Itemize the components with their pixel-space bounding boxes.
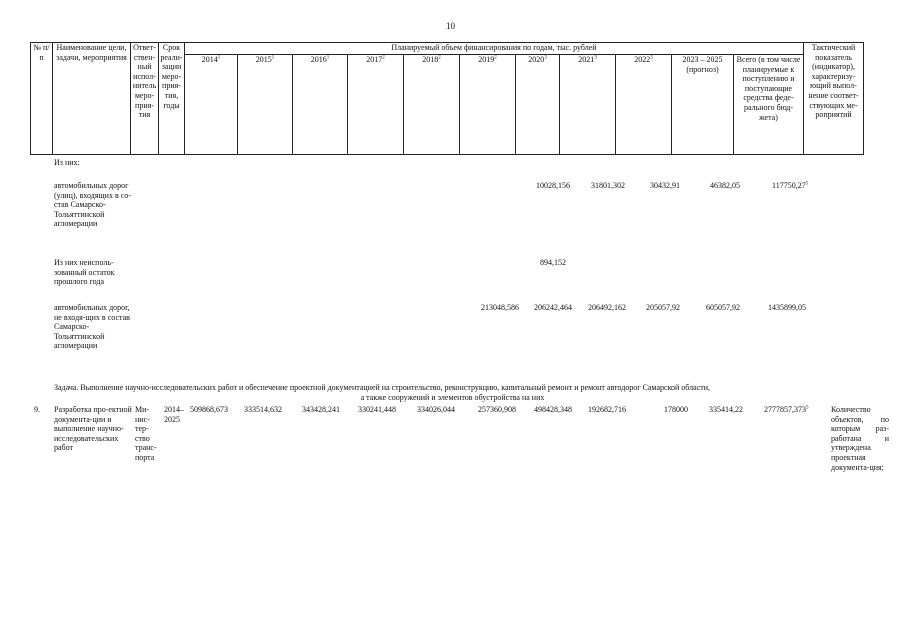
- row9-term: 2014– 2025: [164, 405, 184, 424]
- row9-2018: 334026,044: [417, 405, 455, 414]
- row9-2015: 333514,632: [244, 405, 282, 414]
- row9-name: Разработка про-ектной документа-ции и выполнение научно-исследовательских работ: [54, 405, 132, 453]
- road2-2019: 213048,586: [481, 303, 519, 312]
- row9-2021: 192682,716: [588, 405, 626, 414]
- road1-period: 46382,05: [710, 181, 740, 190]
- year-2022: 2022$^3$: [616, 55, 672, 155]
- road2-2021: 206492,162: [588, 303, 626, 312]
- iz-nih-label: Из них:: [54, 158, 80, 167]
- header-planned: Планируемый объем финансирования по годам, тыс. рублей: [185, 43, 804, 55]
- road1-2021: 31801,302: [591, 181, 625, 190]
- year-2015: 2015$^1$: [238, 55, 293, 155]
- header-total: Всего (в том числе планируемые к поступлению и поступающие средства феде-рального бюд-жета): [734, 55, 804, 155]
- header-period: 2023 – 2025 (прогноз): [672, 55, 734, 155]
- row9-number: 9.: [34, 405, 40, 414]
- header-no: № п/п: [31, 43, 53, 155]
- row9-indicator: Количество объектов, по которым раз-работана и утверждена проектная документа-ция;: [831, 405, 889, 472]
- road2-period: 605057,92: [706, 303, 740, 312]
- row9-2016: 343428,241: [302, 405, 340, 414]
- row9-responsible: Ми-нис-тер-ство транс-порта: [135, 405, 157, 462]
- row9-total: 2777857,373$^5$: [764, 405, 809, 414]
- year-2014: 2014$^1$: [185, 55, 238, 155]
- header-name: Наименование цели, задачи, мероприятия: [53, 43, 131, 155]
- road2-2020: 206242,464: [534, 303, 572, 312]
- row9-2020: 498428,348: [534, 405, 572, 414]
- row9-2014: 509868,673: [190, 405, 228, 414]
- road2-2022: 205057,92: [646, 303, 680, 312]
- task-line-1: Задача. Выполнение научно-исследовательских работ и обеспечение проектной документацией на строительство, реконструкцию, капитальный ремонт и ремонт автодорог Самарской области,: [54, 383, 711, 392]
- road2-total: 1435899,05: [768, 303, 806, 312]
- row9-period: 335414,22: [709, 405, 743, 414]
- road1-name: автомобильных дорог (улиц), входящих в со-став Самарско-Тольяттинской агломерации: [54, 181, 131, 229]
- row9-2017: 330241,448: [358, 405, 396, 414]
- road1-2022: 30432,91: [650, 181, 680, 190]
- year-2020: 2020$^3$: [516, 55, 560, 155]
- year-2016: 2016$^1$: [293, 55, 348, 155]
- road1-total: 117750,27$^5$: [772, 181, 809, 190]
- year-2018: 2018$^2$: [404, 55, 460, 155]
- unused-name: Из них неисполь-зованный остаток прошлого года: [54, 258, 115, 287]
- row9-2022: 178000: [664, 405, 688, 414]
- unused-2020: 894,152: [540, 258, 566, 267]
- road2-name: автомобильных дорог, не входя-щих в состав Самарско-Тольяттинской агломерации: [54, 303, 130, 351]
- page-number: 10: [446, 21, 455, 31]
- road1-2020: 10028,156: [536, 181, 570, 190]
- year-2017: 2017$^2$: [348, 55, 404, 155]
- header-responsible: Ответ-ствен-ный испол-нитель меро-прия-тия: [131, 43, 159, 155]
- header-indicator: Тактический показатель (индикатор), характеризу-ющий выпол-нение соответ-ствующих ме-роприятий: [804, 43, 864, 155]
- row9-2019: 257360,908: [478, 405, 516, 414]
- year-2019: 2019$^2$: [460, 55, 516, 155]
- task-line-2: а также сооружений и элементов обустройства на них: [360, 393, 545, 402]
- header-term: Срок реали-зации меро-прия-тия, годы: [159, 43, 185, 155]
- year-2021: 2021$^3$: [560, 55, 616, 155]
- financing-table-header: [30, 42, 864, 155]
